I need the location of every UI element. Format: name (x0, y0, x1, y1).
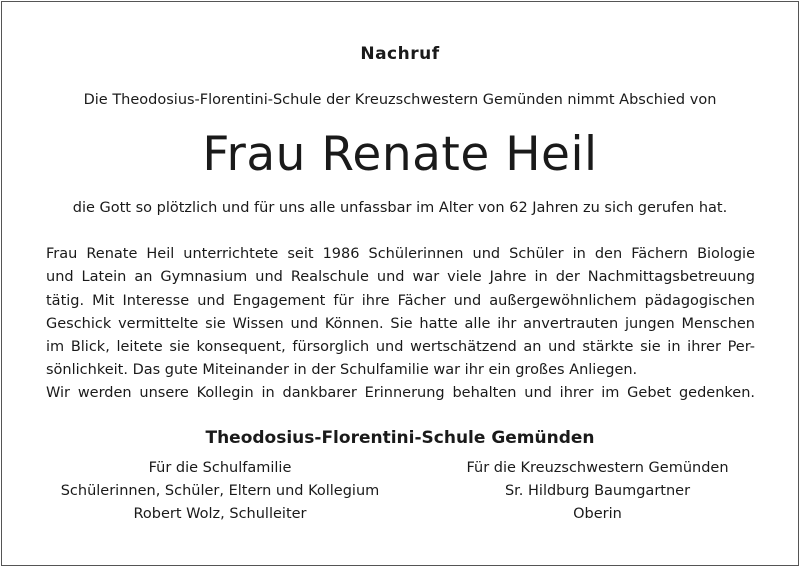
signature-line: Für die Schulfamilie (148, 460, 292, 476)
intro-text: Die Theodosius-Florentini-Schule der Kreuzschwestern Gemünden nimmt Abschied von (83, 92, 717, 108)
obituary-body (46, 243, 755, 383)
signature-left (30, 457, 410, 526)
body-line: tätig. Mit Interesse und Engagement für ihre Fächer und außergewöhnlichem pädagogischen (46, 292, 755, 309)
organization-name: Theodosius-Florentini-Schule Gemünden (205, 428, 595, 448)
body-line: Geschick vermittelte sie Wissen und Können. Sie hatte alle ihr anvertrauten jungen Menschen (46, 315, 755, 332)
signature-line: Schülerinnen, Schüler, Eltern und Kollegium (60, 483, 380, 499)
body-line: Frau Renate Heil unterrichtete seit 1986 Schülerinnen und Schüler in den Fächern Biologie (46, 246, 755, 262)
signature-line: Sr. Hildburg Baumgartner (504, 483, 691, 499)
body-line: im Blick, leitete sie konsequent, fürsorglich und wertschätzend an und stärkte sie in ihrer Per- (46, 339, 755, 356)
body-line: sönlichkeit. Das gute Miteinander in der Schulfamilie war ihr ein großes Anliegen. (46, 362, 638, 379)
subline-text: die Gott so plötzlich und für uns alle unfassbar im Alter von 62 Jahren zu sich gerufen hat. (72, 200, 728, 216)
signature-right (410, 457, 785, 526)
signature-line: Robert Wolz, Schulleiter (133, 506, 307, 522)
closing-text: Wir werden unsere Kollegin in dankbarer Erinnerung behalten und ihrer im Gebet gedenken. (46, 385, 755, 401)
body-line: und Latein an Gymnasium und Realschule und war viele Jahre in der Nachmittagsbetreuung (46, 269, 755, 286)
obituary-heading: Nachruf (360, 44, 440, 64)
deceased-name: Frau Renate Heil (202, 127, 598, 182)
signature-line: Oberin (573, 506, 622, 522)
signature-line: Für die Kreuzschwestern Gemünden (466, 460, 729, 476)
